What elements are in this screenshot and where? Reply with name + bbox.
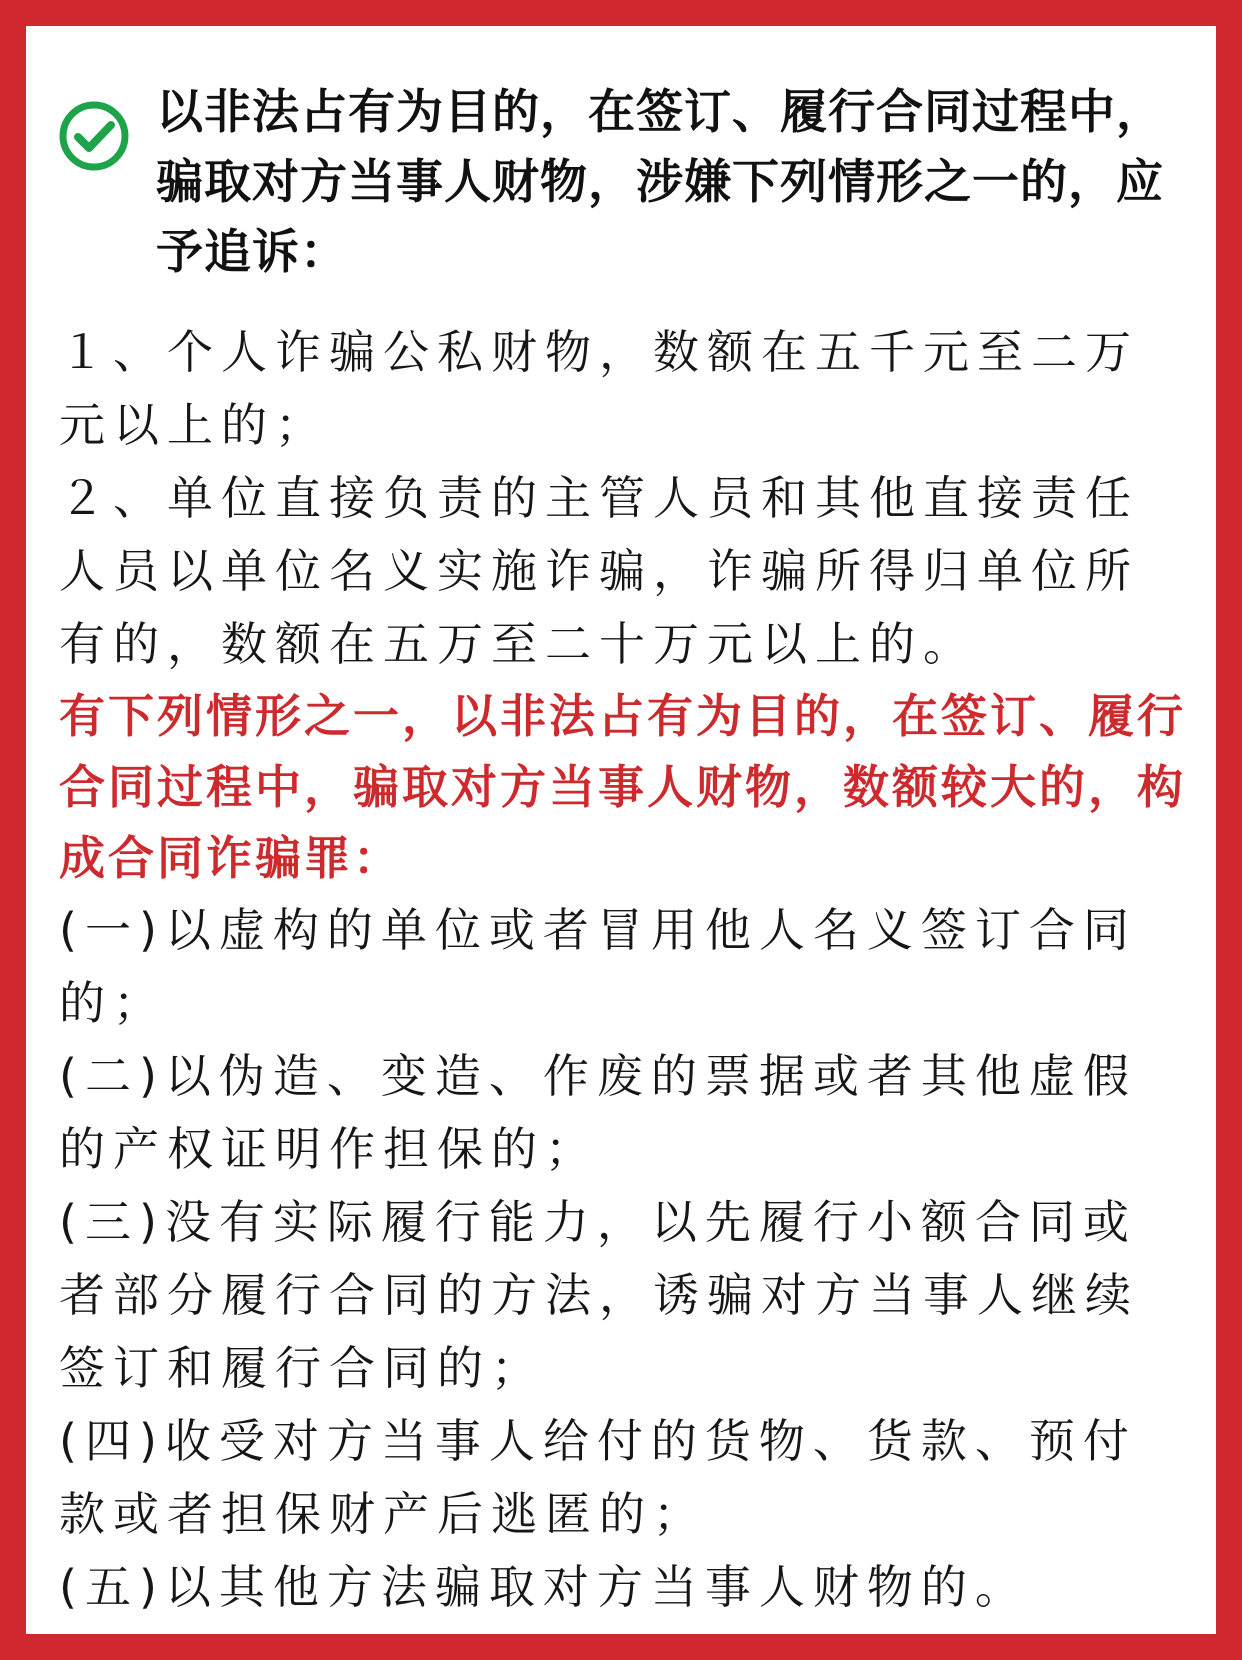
body-text — [59, 316, 1189, 1624]
circumstance-3: (三)没有实际履行能力，以先履行小额合同或者部分履行合同的方法，诱骗对方当事人继续签订和履行合同的； — [59, 1195, 1139, 1395]
circumstance-1: (一)以虚构的单位或者冒用他人名义签订合同的； — [59, 903, 1137, 1030]
check-circle-icon — [58, 100, 130, 172]
circumstance-2: (二)以伪造、变造、作废的票据或者其他虚假的产权证明作担保的； — [59, 1049, 1137, 1176]
circumstance-4: (四)收受对方当事人给付的货物、货款、预付款或者担保财产后逃匿的； — [59, 1414, 1137, 1541]
content-card — [26, 26, 1216, 1634]
header — [58, 78, 1188, 288]
header-title: 以非法占有为目的，在签订、履行合同过程中，骗取对方当事人财物，涉嫌下列情形之一的，应予追诉： — [156, 85, 1164, 280]
prosecution-item-1: １、个人诈骗公私财物，数额在五千元至二万元以上的； — [59, 325, 1139, 452]
prosecution-item-2: ２、单位直接负责的主管人员和其他直接责任人员以单位名义实施诈骗，诈骗所得归单位所有的，数额在五万至二十万元以上的。 — [59, 471, 1139, 671]
crime-definition: 有下列情形之一，以非法占有为目的，在签订、履行合同过程中，骗取对方当事人财物，数额较大的，构成合同诈骗罪： — [59, 689, 1186, 885]
circumstance-5: (五)以其他方法骗取对方当事人财物的。 — [59, 1560, 1029, 1614]
